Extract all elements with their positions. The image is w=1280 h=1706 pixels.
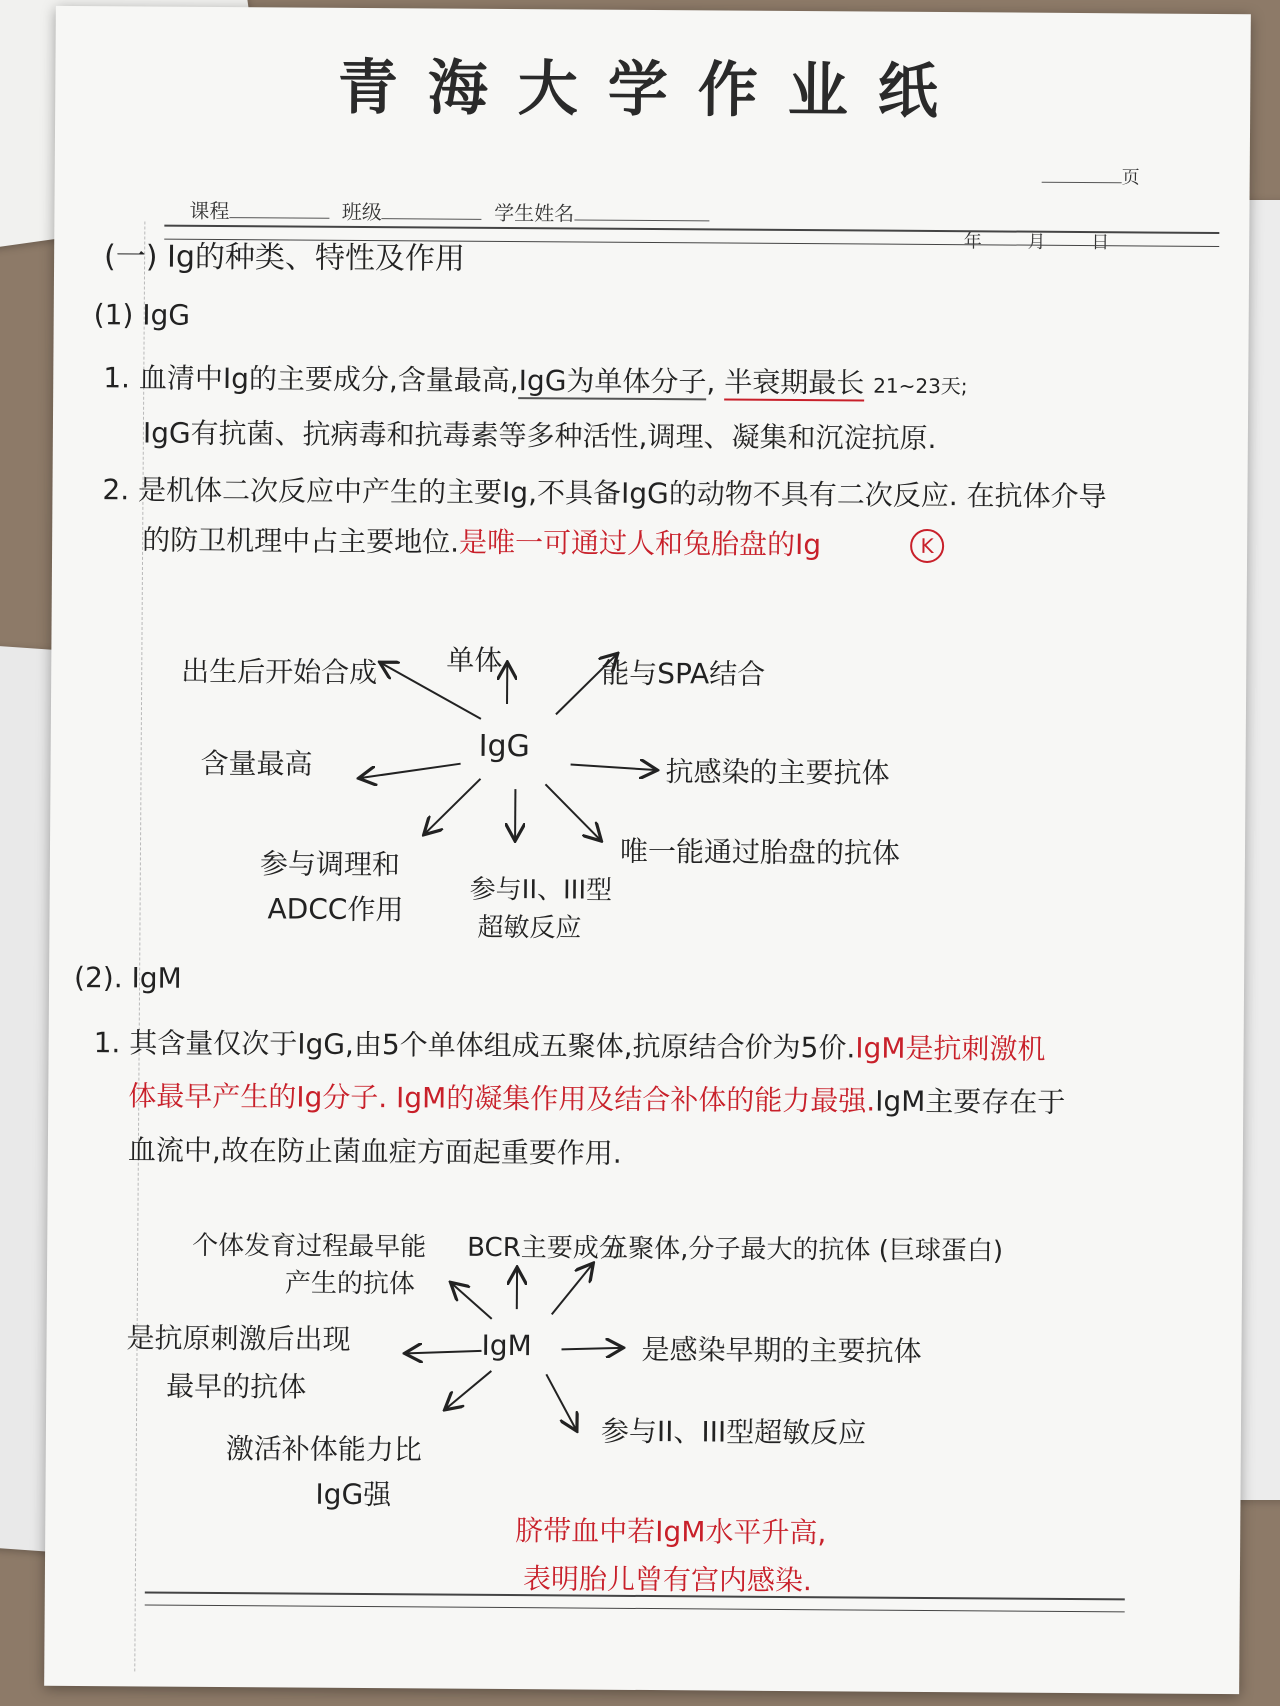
igm-arrow-top-right — [552, 1264, 592, 1314]
course-label: 课程 — [189, 198, 230, 224]
igm-node-top-right: 五聚体,分子最大的抗体 (巨球蛋白) — [602, 1233, 1004, 1267]
igm-node-left: 是抗原刺激后出现 — [126, 1321, 351, 1356]
igg-node-bottom-left-2: ADCC作用 — [267, 892, 404, 927]
igg-p1: 1. 血清中Ig的主要成分,含量最高,IgG为单体分子, 半衰期最长 21~23天; — [103, 361, 968, 400]
igg-node-left: 含量最高 — [200, 746, 313, 781]
igg-node-right: 抗感染的主要抗体 — [665, 755, 890, 790]
igg-node-bottom-2: 超敏反应 — [477, 912, 582, 944]
class-label: 班级 — [341, 199, 382, 225]
igm-arrow-top-left — [452, 1284, 492, 1319]
page-number-field: 页 — [1042, 163, 1140, 190]
igm-p1-line3: 血流中,故在防止菌血症方面起重要作用. — [127, 1133, 622, 1170]
igm-arrow-bottom-right — [546, 1374, 576, 1429]
igm-center: IgM — [481, 1328, 532, 1363]
igg-p2-line2: 的防卫机理中占主要地位.是唯一可通过人和兔胎盘的Ig — [142, 523, 822, 562]
igg-node-top: 单体 — [446, 643, 503, 677]
igm-node-top: BCR主要成分 — [467, 1232, 625, 1264]
igg-node-bottom-right: 唯一能通过胎盘的抗体 — [619, 834, 901, 870]
k-mark: K — [910, 529, 944, 563]
igm-arrow-bottom-left — [446, 1371, 491, 1409]
igm-node-right: 是感染早期的主要抗体 — [641, 1332, 922, 1368]
igm-arrow-left — [406, 1350, 481, 1354]
date-field: 年 月 日 — [963, 231, 1110, 254]
igm-heading: (2). IgM — [73, 961, 182, 995]
igg-heading: (1) IgG — [93, 298, 191, 332]
section-heading: (一) Ig的种类、特性及作用 — [104, 239, 466, 277]
igm-node-bottom-left: 激活补体能力比 — [225, 1432, 422, 1467]
igm-node-left-2: 最早的抗体 — [166, 1369, 307, 1404]
igg-center: IgG — [478, 728, 530, 765]
igm-note-2: 表明胎儿曾有宫内感染. — [522, 1562, 812, 1598]
igm-note-1: 脐带血中若IgM水平升高, — [515, 1514, 827, 1550]
homework-sheet — [44, 6, 1251, 1694]
igg-p2: 2. 是机体二次反应中产生的主要Ig,不具备IgG的动物不具有二次反应. 在抗体介导 — [102, 473, 1107, 514]
igm-node-top-left: 个体发育过程最早能 — [192, 1230, 427, 1263]
student-label: 学生姓名 — [494, 200, 575, 226]
igm-p1: 1. 其含量仅次于IgG,由5个单体组成五聚体,抗原结合价为5价.IgM是抗刺激机 — [93, 1026, 1046, 1066]
page-title: 青海大学作业纸 — [337, 52, 969, 128]
igg-node-top-left: 出生后开始合成 — [181, 654, 378, 690]
igm-node-bottom-right: 参与II、III型超敏反应 — [600, 1414, 867, 1450]
igm-node-bottom-left-2: IgG强 — [315, 1477, 392, 1512]
igm-node-top-left-2: 产生的抗体 — [284, 1268, 416, 1300]
igm-arrow-right — [562, 1347, 622, 1349]
igg-node-top-right: 能与SPA结合 — [601, 656, 766, 691]
igm-p1-line2: 体最早产生的Ig分子. IgM的凝集作用及结合补体的能力最强.IgM主要存在于 — [128, 1079, 1066, 1119]
igg-p1-line2: IgG有抗菌、抗病毒和抗毒素等多种活性,调理、凝集和沉淀抗原. — [142, 416, 937, 456]
igg-node-bottom-left: 参与调理和 — [259, 847, 401, 882]
igg-node-bottom: 参与II、III型 — [469, 874, 613, 906]
